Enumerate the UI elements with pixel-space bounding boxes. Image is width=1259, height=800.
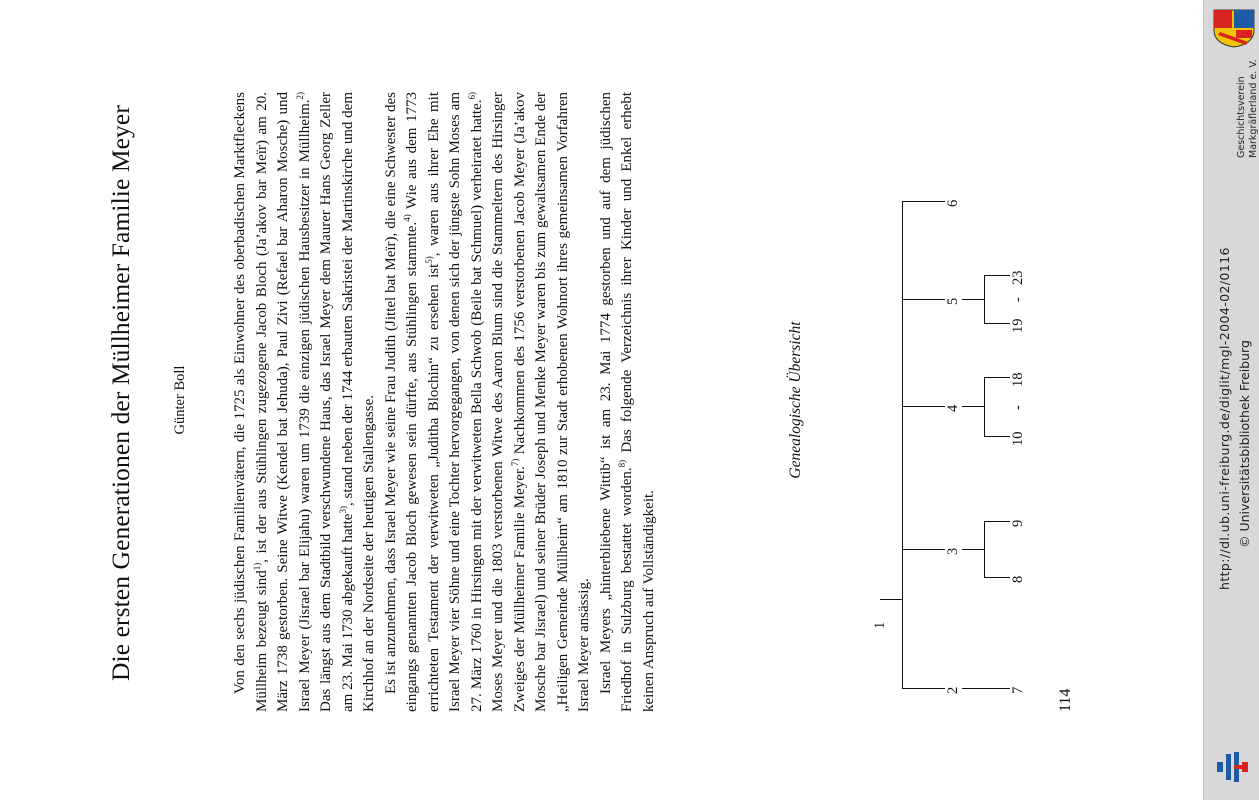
footnote-ref: 3): [337, 506, 348, 514]
tree-node-child: 5: [945, 297, 961, 305]
text-run: Moses Meyer und die 1803 verstorbenen Witwe des Aaron Blum sind die Stammeltern des Hirsinger Zweiges der Müllheimer Familie Meyer.: [490, 92, 528, 712]
tree-line: [984, 377, 985, 437]
text-run: Israel Meyers „hinterbliebene Wittib“ ist am 23. Mai 1774 gestorben und auf dem jüdischen Friedhof in Sulzburg bestattet worden.: [597, 92, 635, 712]
document-url[interactable]: http://dl.ub.uni-freiburg.de/diglit/mgl-2004-02/0116: [1217, 247, 1232, 590]
tree-node-grandchild: 8: [1010, 575, 1026, 583]
sidebar: [1203, 0, 1259, 800]
paragraph-2: [381, 92, 596, 712]
tree-node-grandchild: -: [1010, 297, 1026, 302]
article-author: Günter Boll: [172, 365, 188, 435]
tree-node-grandchild: 19: [1010, 318, 1026, 333]
org-name-line1: Geschichtsverein: [1236, 76, 1247, 158]
text-run: , waren aus ihrer Ehe mit Israel Meyer vier Söhne und eine Tochter hervorgegangen, von denen sich der jüngste Sohn Moses am 27. März 1760 in Hirsingen mit der verwitweten Bella Schwob (Beile bat Schmuel) verheiratet hatte.: [425, 92, 485, 712]
footnote-ref: 7): [509, 458, 520, 467]
tree-line: [902, 406, 945, 407]
tree-node-grandchild: 10: [1010, 431, 1026, 446]
text-run: Es ist anzunehmen, dass Israel Meyer wie seine Frau Judith (Jittel bat Meïr), die eine Schwester des eingangs genannten Jacob Bloch gewesen sein dürfte, aus Stühlingen stammte.: [382, 92, 420, 712]
tree-line: [984, 577, 1010, 578]
tree-line: [984, 275, 1010, 276]
tree-line: [902, 201, 903, 302]
tree-line: [984, 521, 1010, 522]
page-number: 114: [1057, 688, 1074, 712]
tree-line: [902, 299, 945, 300]
tree-node-root: 1: [872, 621, 888, 629]
org-name-line2: Markgräflerland e. V.: [1248, 59, 1259, 158]
tree-line: [984, 436, 1010, 437]
tree-node-grandchild: 9: [1010, 519, 1026, 527]
tree-node-grandchild: 23: [1010, 270, 1026, 285]
tree-line: [984, 323, 1010, 324]
footnote-ref: 8): [617, 459, 627, 468]
text-run: , stand neben der 1744 erbauten Sakristei der Martinskirche und dem Kirchhof an der Nordseite der heutigen Stallengasse.: [339, 92, 377, 712]
article-title: Die ersten Generationen der Müllheimer Familie Meyer: [106, 105, 135, 681]
tree-line: [880, 599, 902, 600]
text-run: Das folgende Verzeichnis ihrer Kinder und Enkel erhebt keinen Anspruch auf Vollständigkeit.: [619, 91, 657, 712]
tree-caption: Genealogische Übersicht: [787, 321, 804, 479]
tree-line: [962, 688, 1010, 689]
tree-line: [962, 549, 984, 550]
text-run: Wie aus dem 1773 errichteten Testament der verwitweten „Juditha Blochin“ zu ersehen ist: [404, 92, 442, 712]
tree-node-grandchild: 18: [1010, 372, 1026, 387]
tree-line: [984, 377, 1010, 378]
copyright-notice: © Universitätsbibliothek Freiburg: [1237, 340, 1252, 548]
text-run: Nachkommen des 1756 verstorbenen Jacob Meyer (Ja’akov Mosche bar Jisrael) und seiner Brüder Joseph und Menke Meyer waren bis zum gewaltsamen Ende der „Heiligen Gemeinde Müllheim“ am 1810 zur Stadt erhobenen Wohnort ihres gemeinsamen Vorfahren Israel Meyer ansässig.: [511, 92, 592, 712]
tree-node-child: 3: [945, 547, 961, 555]
tree-line: [902, 301, 903, 689]
library-logo-icon: [1214, 748, 1252, 786]
footnote-ref: 2): [294, 92, 305, 100]
tree-node-grandchild: 7: [1010, 686, 1026, 694]
text-run: Das längst aus dem Stadtbild verschwundene Haus, das Israel Meyer dem Maurer Hans Georg Zeller am 23. Mai 1730 abgekauft hatte: [318, 92, 356, 712]
tree-node-child: 4: [945, 404, 961, 412]
body-text: [230, 92, 660, 712]
tree-line: [962, 299, 984, 300]
footnote-ref: 6): [466, 92, 477, 100]
tree-line: [962, 406, 984, 407]
text-run: , ist der aus Stühlingen zugezogene Jacob Bloch (Ja’akov bar Meïr) am 20. März 1738 gestorben. Seine Witwe (Kendel bat Jehuda), Paul Zivi (Refael bar Aharon Mosche) und Israel Meyer (Jisrael bar Elijahu) waren um 1739 die einzigen jüdischen Hausbesitzer in Müllheim.: [253, 91, 313, 712]
tree-node-child: 2: [945, 686, 961, 694]
tree-line: [902, 549, 945, 550]
text-run: Von den sechs jüdischen Familienvätern, die 1725 als Einwohner des oberbadischen Marktfleckens Müllheim bezeugt sind: [232, 92, 270, 712]
tree-line: [902, 201, 945, 202]
tree-line: [984, 275, 985, 324]
footnote-ref: 1): [251, 562, 262, 571]
paragraph-3: [596, 92, 661, 712]
coat-of-arms-icon: [1212, 8, 1256, 48]
footnote-ref: 4): [402, 214, 412, 222]
tree-node-child: 6: [945, 199, 961, 207]
footnote-ref: 5): [423, 256, 434, 264]
tree-line: [984, 521, 985, 578]
tree-node-grandchild: -: [1010, 405, 1026, 410]
paragraph-1: [230, 92, 381, 712]
tree-line: [902, 688, 945, 689]
